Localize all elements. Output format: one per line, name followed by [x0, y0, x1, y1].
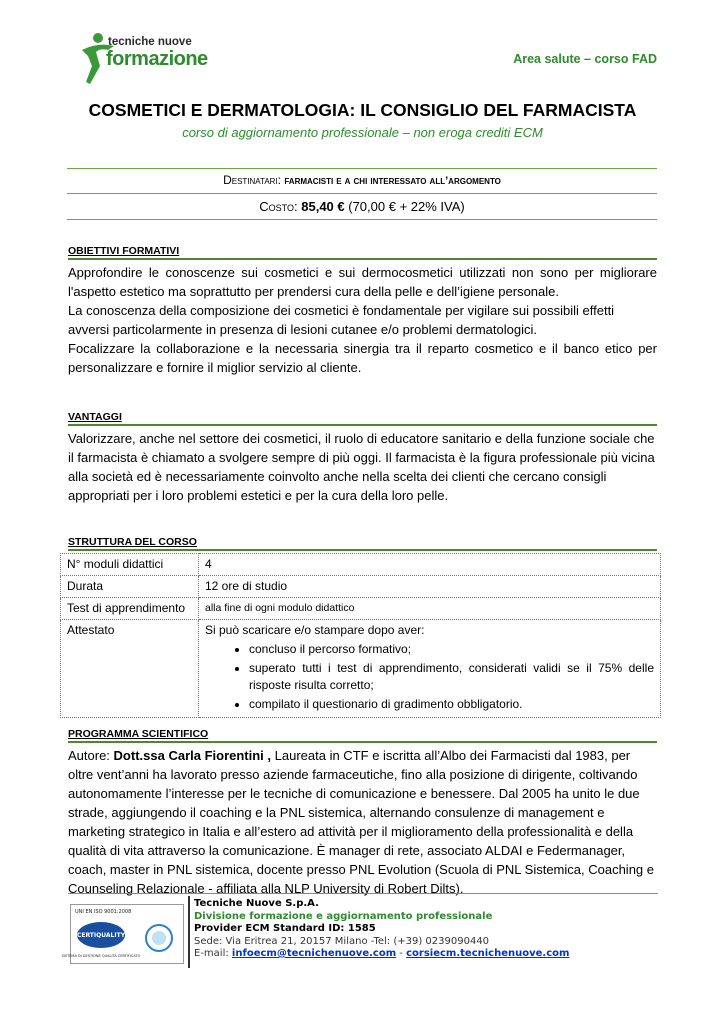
obiettivi-paragraph-3: Focalizzare la collaborazione e la necessaria sinergia tra il reparto cosmetico e il banco etico per personalizzare e fornire il miglior servizio al cliente.	[68, 341, 657, 375]
website-link[interactable]: corsiecm.tecnichenuove.com	[406, 948, 570, 959]
footer-divider	[188, 896, 190, 968]
tecniche-nuove-logo	[78, 30, 208, 88]
divider	[67, 219, 657, 220]
obiettivi-paragraph-2: La conoscenza della composizione dei cosmetici è fondamentale per vigilare sui possibili effetti avversi particolarmente in presenza di lesioni cutanee e/o problemi dermatologici.	[68, 303, 615, 337]
table-cell-key: Durata	[61, 576, 199, 598]
divider	[67, 193, 657, 194]
costo-label: Costo:	[259, 199, 298, 214]
attestato-intro: Si può scaricare e/o stampare dopo aver:	[205, 623, 425, 637]
table-cell-value: 12 ore di studio	[199, 576, 661, 598]
cert-sub-text: SISTEMA DI GESTIONE QUALITÀ CERTIFICATO	[61, 954, 141, 958]
divider	[67, 168, 657, 169]
table-row	[61, 620, 661, 718]
author-bio: Laureata in CTF e iscritta all’Albo dei Farmacisti dal 1983, per oltre vent’anni ha lavorato presso aziende farmaceutiche, fino alla posizione di dirigente, coltivando autonomamente l’interesse per le tecniche di comunicazione e benessere. Dal 2005 ha unito le due strade, aggiungendo il coaching e la PNL sistemica, alternando consulenze di management e marketing strategico in Italia e all’estero ad attività per il miglioramento della professionalità e della qualità di vita attraverso la comunicazione. È manager di rete, associato ALDAI e Federmanager, coach, master in PNL sistemica, docente presso PNL Evolution (Scuola di PNL Sistemica, Coaching e Counseling Relazionale - affiliata alla NLP University di Robert Dilts).	[68, 748, 654, 896]
cert-top-text: UNI EN ISO 9001:2008	[75, 909, 132, 915]
provider-id: Provider ECM Standard ID: 1585	[194, 923, 376, 934]
table-cell-key: Attestato	[61, 620, 199, 718]
table-cell-value	[199, 620, 661, 718]
page-title: COSMETICI E DERMATOLOGIA: IL CONSIGLIO DEL FARMACISTA	[88, 100, 637, 120]
table-cell-key: Test di apprendimento	[61, 598, 199, 620]
area-label: Area salute – corso FAD	[513, 52, 657, 66]
page-subtitle: corso di aggiornamento professionale – non eroga crediti ECM	[182, 125, 543, 140]
destinatari-value: farmacisti e a chi interessato all’argomento	[284, 175, 501, 187]
vantaggi-heading: VANTAGGI	[68, 411, 122, 423]
table-cell-value: alla fine di ogni modulo didattico	[199, 598, 661, 620]
destinatari-row	[67, 173, 657, 187]
programma-heading: PROGRAMMA SCIENTIFICO	[68, 728, 209, 740]
company-name: Tecniche Nuove S.p.A.	[194, 898, 319, 909]
obiettivi-paragraph-1: Approfondire le conoscenze sui cosmetici e sui dermocosmetici utilizzati non sono per migliorare l'aspetto estetico ma soprattutto per prendersi cura della pelle e dell’igiene personale.	[68, 265, 657, 299]
section-rule	[68, 424, 657, 426]
table-row	[61, 598, 661, 620]
footer-contact	[194, 898, 569, 961]
cert-name-text: CERTIQUALITY	[76, 932, 126, 939]
certiquality-seal	[61, 904, 184, 964]
section-rule	[68, 741, 657, 743]
address: Sede: Via Eritrea 21, 20157 Milano -Tel: (+39) 0239090440	[194, 935, 490, 947]
logo-text-line1: tecniche nuove	[108, 36, 192, 48]
obiettivi-heading: OBIETTIVI FORMATIVI	[68, 245, 180, 257]
list-item: • concluso il percorso formativo;	[249, 641, 654, 658]
division-name: Divisione formazione e aggiornamento professionale	[194, 910, 493, 922]
list-item: • superato tutti i test di apprendimento, considerati validi se il 75% delle risposte risulta corretto;	[249, 660, 654, 694]
vantaggi-text: Valorizzare, anche nel settore dei cosmetici, il ruolo di educatore sanitario e della funzione sociale che il farmacista è chiamato a svolgere sempre di più oggi. Il farmacista è la figura professionale più vicina alla società ed è necessariamente coinvolto anche nella scelta dei clienti che cercano consigli appropriati per i loro problemi estetici e per la cura della loro pelle.	[68, 431, 655, 503]
table-row	[61, 554, 661, 576]
logo-text-line2: formazione	[106, 48, 208, 70]
section-rule	[68, 258, 657, 260]
struttura-table	[60, 553, 661, 718]
section-rule	[68, 549, 657, 551]
email-row	[194, 948, 569, 961]
author-label: Autore:	[68, 748, 110, 763]
author-name: Dott.ssa Carla Fiorentini ,	[113, 748, 272, 763]
email-label: E-mail:	[194, 948, 229, 959]
destinatari-label: Destinatari:	[223, 173, 281, 187]
certification-logo-icon	[61, 905, 183, 963]
table-cell-key: N° moduli didattici	[61, 554, 199, 576]
attestato-list	[205, 641, 654, 713]
footer	[61, 893, 658, 974]
list-item: • compilato il questionario di gradimento obbligatorio.	[249, 696, 654, 713]
email-link[interactable]: infoecm@tecnichenuove.com	[231, 948, 397, 959]
programma-text	[68, 746, 657, 898]
obiettivi-text	[68, 263, 657, 377]
struttura-heading: STRUTTURA DEL CORSO	[68, 536, 197, 548]
costo-value: 85,40 €	[301, 199, 345, 214]
costo-detail: (70,00 € + 22% IVA)	[348, 199, 465, 214]
costo-row	[67, 199, 657, 214]
table-row	[61, 576, 661, 598]
email-separator: -	[396, 948, 407, 959]
table-cell-value: 4	[199, 554, 661, 576]
